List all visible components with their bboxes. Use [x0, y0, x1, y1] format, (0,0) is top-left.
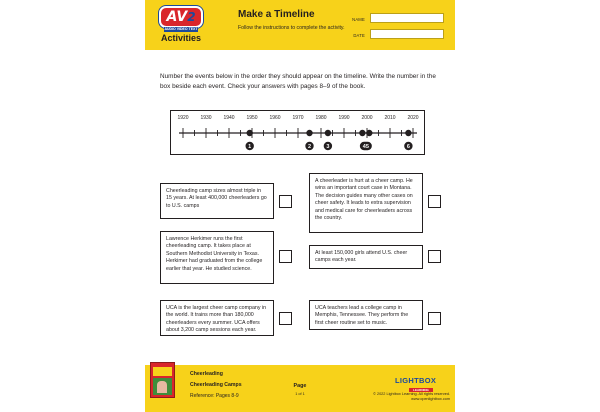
timeline-year-label: 1980: [315, 115, 327, 121]
timeline-year-label: 2020: [407, 115, 419, 121]
timeline-year-label: 1920: [177, 115, 189, 121]
book-subtitle: Cheerleading Camps: [190, 382, 242, 388]
timeline-year-label: 1940: [223, 115, 235, 121]
book-reference: Reference: Pages 8-9: [190, 393, 239, 399]
page-subtitle: Follow the instructions to complete the activity.: [238, 25, 345, 31]
copyright-line-1: © 2022 Lightbox Learning. All rights reserved.: [373, 392, 450, 396]
answer-box-e[interactable]: [428, 250, 441, 263]
timeline-year-label: 1950: [246, 115, 258, 121]
logo-tagline: AUDIO VIDEO TEXT: [164, 27, 198, 31]
timeline-year-label: 1960: [269, 115, 281, 121]
event-card-e: [309, 245, 423, 269]
logo-badge: [159, 6, 203, 28]
event-text-c: UCA is the largest cheer camp company in the world. It trains more than 180,000 cheerleaders every summer. UCA offers about 3,200 camp sessions each year.: [166, 305, 267, 334]
av2-logo: [155, 6, 207, 44]
event-card-c: [160, 300, 274, 336]
lightbox-logo: [395, 370, 441, 392]
event-card-d: [309, 173, 423, 233]
event-card-f: [309, 300, 423, 330]
page-label: Page: [293, 383, 307, 389]
timeline-year-label: 1970: [292, 115, 304, 121]
name-label: NAME: [352, 17, 365, 22]
date-field[interactable]: [370, 29, 444, 39]
event-text-b: Lawrence Herkimer runs the first cheerleading camp. It takes place at Southern Methodist University in Texas. Herkimer had graduated from the college earlier that year. He studied science.: [166, 236, 263, 272]
timeline-marker-number-pair: 45: [362, 144, 369, 150]
date-label: DATE: [353, 33, 365, 38]
timeline-year-label: 2000: [361, 115, 373, 121]
timeline-year-label: 1990: [338, 115, 350, 121]
copyright-website: www.openlightbox.com: [411, 397, 450, 401]
timeline-marker-number: 2: [307, 144, 312, 150]
timeline-box: [170, 110, 425, 155]
logo-activities-label: Activities: [160, 33, 202, 43]
event-text-a: Cheerleading camp sizes almost triple in 15 years. At least 400,000 cheerleaders go to U.S. camps: [166, 188, 267, 209]
answer-box-f[interactable]: [428, 312, 441, 325]
logo-brand: AV: [166, 9, 188, 25]
name-field[interactable]: [370, 13, 444, 23]
timeline-dot: [359, 130, 365, 136]
timeline-marker-number: 1: [248, 144, 252, 150]
timeline-dot: [366, 130, 372, 136]
answer-box-d[interactable]: [428, 195, 441, 208]
answer-box-c[interactable]: [279, 312, 292, 325]
book-cover-band: [153, 367, 172, 376]
timeline-marker-number: 6: [406, 144, 410, 150]
timeline-dot: [405, 130, 411, 136]
timeline-dot: [306, 130, 312, 136]
book-cover-image: [150, 362, 175, 398]
event-card-a: [160, 183, 274, 219]
copyright: [370, 392, 450, 402]
book-cover-figure: [157, 381, 167, 393]
event-text-e: At least 150,000 girls attend U.S. cheer camps each year.: [315, 250, 408, 264]
timeline-marker-number: 3: [326, 144, 330, 150]
event-card-b: [160, 231, 274, 284]
lightbox-wordmark: LIGHTBOX: [395, 376, 437, 385]
instructions-text: Number the events below in the order they should appear on the timeline. Write the number in the box beside each event. Check your answers with pages 8–9 of the book.: [160, 73, 436, 90]
event-text-f: UCA teachers lead a college camp in Memphis, Tennessee. They perform the first cheer routine set to music.: [315, 305, 409, 326]
answer-box-a[interactable]: [279, 195, 292, 208]
event-text-d: A cheerleader is hurt at a cheer camp. He wins an important court case in Montana. The decision guides many other cases on cheer safety. It leads to extra supervision and medical care for cheerleaders across the country.: [315, 178, 413, 222]
timeline-year-label: 2010: [384, 115, 396, 121]
book-title: Cheerleading: [190, 371, 223, 377]
timeline-dot: [247, 130, 253, 136]
timeline-dot: [325, 130, 331, 136]
timeline-year-label: 1930: [200, 115, 212, 121]
lightbox-sub: LEARNING: [409, 388, 433, 392]
page-number: 1 of 1: [295, 392, 305, 396]
logo-brand-num: 2: [187, 10, 196, 24]
answer-box-b[interactable]: [279, 250, 292, 263]
timeline: [171, 111, 426, 156]
page-title: Make a Timeline: [238, 9, 315, 20]
